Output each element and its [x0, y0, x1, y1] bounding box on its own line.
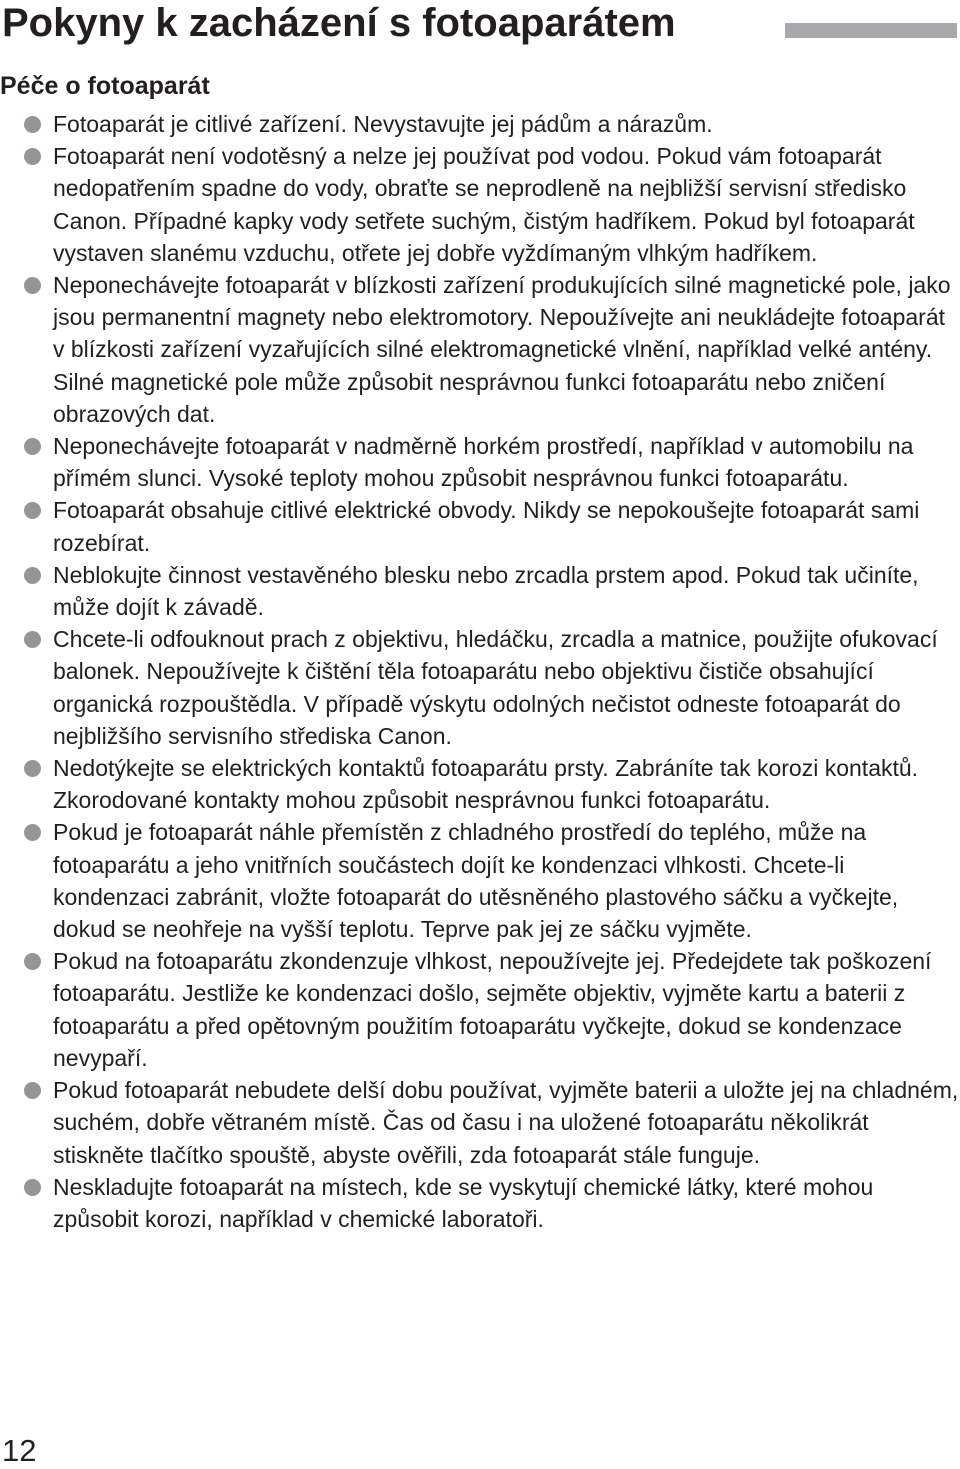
list-item-text: Fotoaparát není vodotěsný a nelze jej používat pod vodou. Pokud vám fotoaparát nedopatřením spadne do vody, obraťte se neprodleně na nejbližší servisní středisko Canon. Případné kapky vody setřete suchým, čistým hadříkem. Pokud byl fotoaparát vystaven slanému vzduchu, otřete jej dobře vyždímaným vlhkým hadříkem. [53, 143, 915, 266]
bullet-icon [24, 277, 41, 294]
list-item-text: Nedotýkejte se elektrických kontaktů fotoaparátu prsty. Zabráníte tak korozi kontaktů. Zkorodované kontakty mohou způsobit nesprávnou funkci fotoaparátu. [53, 755, 919, 814]
bullet-icon [24, 760, 41, 777]
list-item [0, 752, 960, 816]
bullet-icon [24, 631, 41, 648]
list-item [0, 1074, 960, 1171]
page-number: 12 [2, 1433, 37, 1468]
section-heading: Péče o fotoaparát [0, 72, 210, 100]
bullet-icon [24, 148, 41, 165]
list-item [0, 945, 960, 1074]
list-item [0, 816, 960, 945]
list-item-text: Neponechávejte fotoaparát v blízkosti zařízení produkujících silné magnetické pole, jako jsou permanentní magnety nebo elektromotory. Nepoužívejte ani neukládejte fotoaparát v blízkosti zařízení vyzařujících silné elektromagnetické vlnění, například velké antény. Silné magnetické pole může způsobit nesprávnou funkci fotoaparátu nebo zničení obrazových dat. [53, 272, 951, 427]
list-item [0, 1171, 960, 1235]
list-item-text: Chcete-li odfouknout prach z objektivu, hledáčku, zrcadla a matnice, použijte ofukovací balonek. Nepoužívejte k čištění těla fotoaparátu nebo objektivu čističe obsahující organická rozpouštědla. V případě výskytu odolných nečistot odneste fotoaparát do nejbližšího servisního střediska Canon. [53, 626, 938, 749]
list-item-text: Fotoaparát je citlivé zařízení. Nevystavujte jej pádům a nárazům. [53, 111, 713, 137]
list-item [0, 108, 960, 140]
list-item-text: Fotoaparát obsahuje citlivé elektrické obvody. Nikdy se nepokoušejte fotoaparát sami rozebírat. [53, 497, 920, 556]
list-item [0, 559, 960, 623]
list-item-text: Pokud je fotoaparát náhle přemístěn z chladného prostředí do teplého, může na fotoaparátu a jeho vnitřních součástech dojít ke kondenzaci vlhkosti. Chcete-li kondenzaci zabránit, vložte fotoaparát do utěsněného plastového sáčku a vyčkejte, dokud se neohřeje na vyšší teplotu. Teprve pak jej ze sáčku vyjměte. [53, 819, 899, 943]
list-item [0, 269, 960, 430]
list-item-text: Pokud fotoaparát nebudete delší dobu používat, vyjměte baterii a uložte jej na chladném, suchém, dobře větraném místě. Čas od času i na uložené fotoaparátu několikrát stiskněte tlačítko spouště, abyste ověřili, zda fotoaparát stále funguje. [53, 1077, 959, 1168]
bullet-icon [24, 1179, 41, 1196]
bullet-icon [24, 438, 41, 455]
bullet-icon [24, 1082, 41, 1099]
list-item-text: Neskladujte fotoaparát na místech, kde se vyskytují chemické látky, které mohou způsobit korozi, například v chemické laboratoři. [53, 1173, 874, 1232]
list-item-text: Neblokujte činnost vestavěného blesku nebo zrcadla prstem apod. Pokud tak učiníte, může dojít k závadě. [53, 561, 919, 621]
bullet-icon [24, 824, 41, 841]
bullet-icon [24, 953, 41, 970]
bullet-icon [24, 116, 41, 133]
list-item [0, 430, 960, 494]
page-title: Pokyny k zacházení s fotoaparátem [2, 1, 676, 45]
bullet-icon [24, 502, 41, 519]
title-decoration-bar [785, 23, 957, 38]
bullet-icon [24, 567, 41, 584]
list-item [0, 623, 960, 752]
care-instructions-list [0, 108, 960, 1235]
list-item-text: Neponechávejte fotoaparát v nadměrně horkém prostředí, například v automobilu na přímém slunci. Vysoké teploty mohou způsobit nesprávnou funkci fotoaparátu. [53, 433, 914, 492]
list-item [0, 494, 960, 558]
list-item [0, 140, 960, 269]
list-item-text: Pokud na fotoaparátu zkondenzuje vlhkost, nepoužívejte jej. Předejdete tak poškození fotoaparátu. Jestliže ke kondenzaci došlo, sejměte objektiv, vyjměte kartu a baterii z fotoaparátu a před opětovným použitím fotoaparátu vyčkejte, dokud se kondenzace nevypaří. [53, 948, 932, 1071]
